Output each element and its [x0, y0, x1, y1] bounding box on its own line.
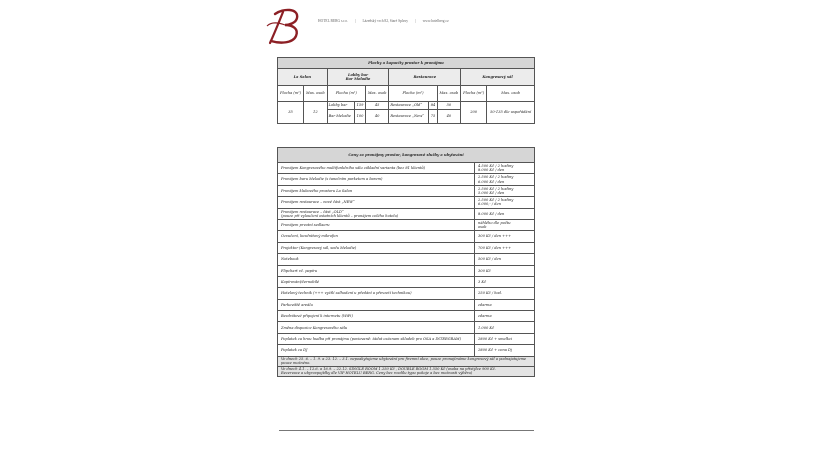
sub-plocha: Plocha (m²) [389, 86, 437, 102]
price-value: 700 Kč / den +++ [475, 242, 535, 253]
price-row [278, 163, 535, 174]
price-value: 4.500 Kč / 2 hodiny 8.000 Kč / den [475, 163, 535, 174]
price-item: Pronájem klubového prostoru La Salon [278, 185, 475, 196]
price-value: 300 Kč [475, 265, 535, 276]
price-row [278, 265, 535, 276]
group-kongres: Kongresový sál [461, 69, 535, 86]
price-item: Pronájem baru Melodie (s tanečním parketem a barem) [278, 174, 475, 185]
la-salon-max: 12 [304, 102, 328, 124]
capacity-title: Plochy a kapacity prostor k pronájmu [278, 58, 535, 69]
price-note [278, 356, 535, 366]
sub-plocha: Plocha (m²) [327, 86, 365, 102]
price-row [278, 288, 535, 299]
footer-divider [279, 430, 534, 431]
price-value: 300 Kč / den +++ [475, 231, 535, 242]
group-lobby: Lobby bar Bar Melodie [327, 69, 389, 86]
note-text: Ve dnech 4.1. – 12.6. a 16.9. – 22.12. SINGLE ROOM 1.250 Kč , DOUBLE ROOM 1.550 Kč (osoba na přistýlce 900 Kč. Rezervace a ubyrovpojídky dle VIP HOTELU BERG. Ceny bez rozdílu typu pokoje a bez možnosti výběru) [278, 366, 535, 376]
price-value: zdarma [475, 311, 535, 322]
price-value: 8.000 Kč / den [475, 208, 535, 219]
price-value: 2800 Kč + smelkci [475, 333, 535, 344]
restaurace-max: 40 [437, 110, 461, 124]
price-item: Pronájem restaurace – nové část „NEW“ [278, 197, 475, 208]
company-address: Lázeňský vrch 82, Staré Splavy [362, 19, 409, 23]
lobby-max: 40 [365, 110, 389, 124]
price-item: Ozvučení, bezdrátový mikrofon [278, 231, 475, 242]
price-item: Pronájem prvotní sedlaeru [278, 219, 475, 230]
sub-plocha: Plocha (m²) [461, 86, 487, 102]
prices-title: Ceny za pronájmy prostor, kongresové služby a ubytování [278, 148, 535, 163]
price-value: 250 Kč / hod. [475, 288, 535, 299]
sub-max: Max. osob [437, 86, 461, 102]
sub-plocha: Plocha (m²) [278, 86, 304, 102]
price-value: 3 Kč [475, 276, 535, 287]
price-value: 2.500 Kč / 2 hodiny 6.000 Kč / den [475, 174, 535, 185]
restaurace-plocha: 75 [429, 110, 437, 124]
price-row [278, 345, 535, 356]
price-value: zdarma [475, 299, 535, 310]
sub-max: Max. osob [365, 86, 389, 102]
price-item: Kopírování/černobílé [278, 276, 475, 287]
price-item: Notebook [278, 254, 475, 265]
sub-max: Max. osob [304, 86, 328, 102]
kongres-max: 50-135 dle uspořádání [487, 102, 535, 124]
price-row [278, 231, 535, 242]
restaurace-max: 50 [437, 102, 461, 110]
price-item: Bezdrátové připojení k internetu (WiFi) [278, 311, 475, 322]
note-text: Ve dnech 25. 6. – 1. 9. a 23. 12. – 3.1. nepoakytujeme ubytování pro firemní akce, pouze pronajímáme kongresový sál a podnajatujeme pouze možnéno. [278, 356, 535, 366]
group-la-salon: La Salon [278, 69, 328, 86]
lobby-plocha: 159 [355, 102, 366, 110]
kongres-plocha: 200 [461, 102, 487, 124]
price-row [278, 254, 535, 265]
restaurace-plocha: 84 [429, 102, 437, 110]
hotel-logo [261, 6, 307, 46]
price-item: Parkoviště areálu [278, 299, 475, 310]
lobby-name: Lobby bar [327, 102, 355, 110]
prices-table [277, 147, 535, 377]
restaurace-name: Restaurace „New“ [389, 110, 429, 124]
price-row [278, 219, 535, 230]
price-row [278, 276, 535, 287]
price-item: Poplatek za hrou hudba při pronájmu (poviovaně: žádat ozáznam skladeb pro OSA a INTERGRAM) [278, 333, 475, 344]
price-value: 2.500 Kč / 2 hodiny 5.000 Kč / den [475, 185, 535, 196]
restaurace-name: Restaurace „Old“ [389, 102, 429, 110]
price-row [278, 322, 535, 333]
sub-max: Max. osob [487, 86, 535, 102]
price-value: 1.000 Kč [475, 322, 535, 333]
lobby-plocha: 100 [355, 110, 366, 124]
price-row [278, 299, 535, 310]
price-item: Pronájem Kongresového multifunkčního sálu základní varianta (bez 81 klientů) [278, 163, 475, 174]
price-item: Projektor (Kongresový sál, sedu Melodie) [278, 242, 475, 253]
price-row [278, 174, 535, 185]
price-item: Poplatek za DJ [278, 345, 475, 356]
company-web[interactable]: www.hotelberg.cz [422, 19, 449, 23]
price-item: Hotelový technik (+++ vyžtlí zalhodení u předání a převzetí technikou) [278, 288, 475, 299]
capacity-table [277, 57, 535, 124]
group-restaurace: Restaurace [389, 69, 461, 86]
company-name: HOTEL BERG s.r.o. [318, 19, 348, 23]
price-row [278, 333, 535, 344]
price-item: Změna dispozice Kongresového sálu [278, 322, 475, 333]
price-value: náhlého dle počtu osob [475, 219, 535, 230]
la-salon-plocha: 35 [278, 102, 304, 124]
price-row [278, 185, 535, 196]
price-row [278, 311, 535, 322]
lobby-max: 45 [365, 102, 389, 110]
lobby-name: Bar Melodie [327, 110, 355, 124]
price-item: Flipchart vč. papíru [278, 265, 475, 276]
price-row [278, 197, 535, 208]
price-value: 500 Kč / den [475, 254, 535, 265]
price-row [278, 208, 535, 219]
price-note [278, 366, 535, 376]
price-value: 2.500 Kč / 2 hodiny 6.000,- / den [475, 197, 535, 208]
letterhead: HOTEL BERG s.r.o. | Lázeňský vrch 82, Staré Splavy | www.hotelberg.cz [318, 19, 449, 23]
price-value: 2800 Kč + cena Dj [475, 345, 535, 356]
price-item: Pronájem restaurace – část „OLD“ (pouze při vyloučení ostatních klientů – pronájem celého hotelu) [278, 208, 475, 219]
price-row [278, 242, 535, 253]
